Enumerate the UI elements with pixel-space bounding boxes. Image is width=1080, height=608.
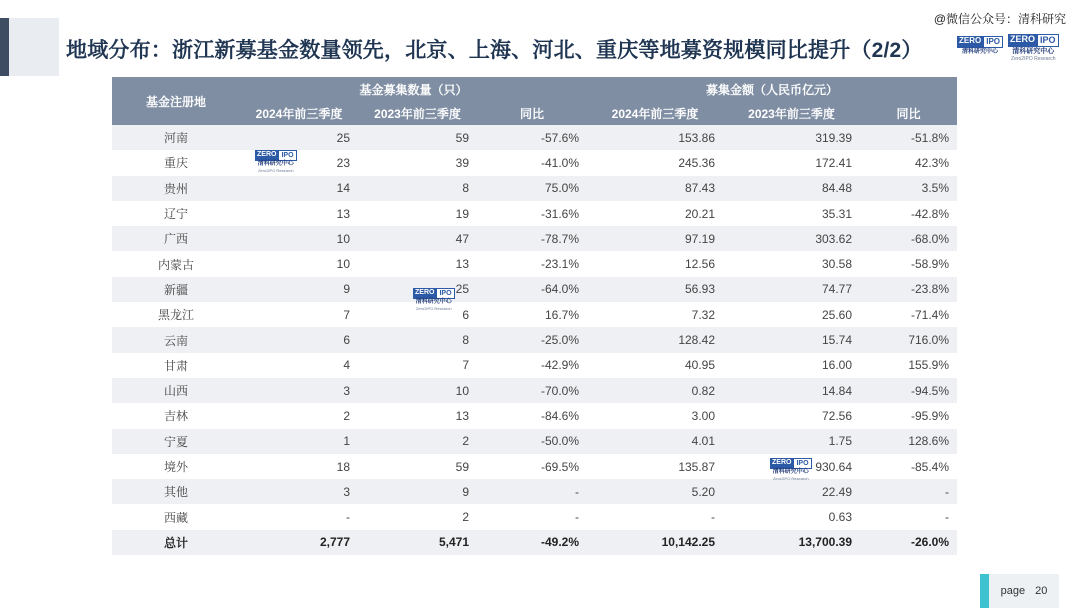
title-band (9, 18, 59, 76)
subheader-amount-yoy: 同比 (860, 101, 957, 125)
value-cell: 42.3% (860, 150, 957, 175)
table-row (112, 454, 957, 479)
value-cell: -23.8% (860, 277, 957, 302)
value-cell: 245.36 (587, 150, 723, 175)
value-cell: 25.60 (723, 302, 860, 327)
page-label: page (1000, 585, 1026, 597)
region-cell: 贵州 (112, 176, 240, 201)
table-row (112, 378, 957, 403)
value-cell: 135.87 (587, 454, 723, 479)
value-cell: 7.32 (587, 302, 723, 327)
value-cell: 16.00 (723, 353, 860, 378)
value-cell: 930.64 (723, 454, 860, 479)
value-cell: -50.0% (477, 429, 587, 454)
zero2ipo-logo: ZERO IPO 清科研究中心 Zero2IPO Research (1008, 34, 1059, 62)
value-cell: - (477, 504, 587, 529)
table-row (112, 251, 957, 276)
value-cell: 23 (240, 150, 358, 175)
value-cell: 16.7% (477, 302, 587, 327)
value-cell: - (587, 504, 723, 529)
value-cell: 319.39 (723, 125, 860, 150)
zero2ipo-logo-secondary: ZERO IPO 清科研究中心 (957, 36, 1003, 56)
value-cell: -31.6% (477, 201, 587, 226)
value-cell: 59 (358, 454, 477, 479)
header-fund-count: 基金募集数量（只） (240, 77, 587, 101)
value-cell: -42.9% (477, 353, 587, 378)
region-cell: 辽宁 (112, 201, 240, 226)
table-row (112, 353, 957, 378)
region-cell: 西藏 (112, 504, 240, 529)
value-cell: 303.62 (723, 226, 860, 251)
region-cell: 河南 (112, 125, 240, 150)
value-cell: 13 (358, 403, 477, 428)
value-cell: 5.20 (587, 479, 723, 504)
value-cell: -69.5% (477, 454, 587, 479)
value-cell: 2 (358, 429, 477, 454)
region-cell: 吉林 (112, 403, 240, 428)
value-cell: 39 (358, 150, 477, 175)
value-cell: -85.4% (860, 454, 957, 479)
region-cell: 新疆 (112, 277, 240, 302)
value-cell: 153.86 (587, 125, 723, 150)
region-cell: 重庆 (112, 150, 240, 175)
region-cell: 宁夏 (112, 429, 240, 454)
total-row (112, 530, 957, 555)
value-cell: -78.7% (477, 226, 587, 251)
value-cell: 75.0% (477, 176, 587, 201)
value-cell: 14.84 (723, 378, 860, 403)
value-cell: 72.56 (723, 403, 860, 428)
value-cell: 25 (240, 125, 358, 150)
table-row (112, 226, 957, 251)
value-cell: 3 (240, 479, 358, 504)
value-cell: - (477, 479, 587, 504)
value-cell: - (240, 504, 358, 529)
value-cell: -58.9% (860, 251, 957, 276)
region-cell: 境外 (112, 454, 240, 479)
value-cell: 4 (240, 353, 358, 378)
title-accent-bar (0, 18, 9, 76)
value-cell: 0.82 (587, 378, 723, 403)
value-cell: -64.0% (477, 277, 587, 302)
value-cell: 2 (358, 504, 477, 529)
value-cell: -84.6% (477, 403, 587, 428)
total-label: 总计 (112, 530, 240, 555)
header-fund-amount: 募集金额（人民币亿元） (587, 77, 957, 101)
value-cell: -94.5% (860, 378, 957, 403)
value-cell: 3.00 (587, 403, 723, 428)
table-row (112, 125, 957, 150)
value-cell: 0.63 (723, 504, 860, 529)
value-cell: - (860, 504, 957, 529)
value-cell: 14 (240, 176, 358, 201)
value-cell: -25.0% (477, 327, 587, 352)
value-cell: 3 (240, 378, 358, 403)
fund-region-table (112, 77, 957, 555)
table-row (112, 277, 957, 302)
total-value: -49.2% (477, 530, 587, 555)
value-cell: -95.9% (860, 403, 957, 428)
value-cell: 716.0% (860, 327, 957, 352)
value-cell: 1.75 (723, 429, 860, 454)
value-cell: 4.01 (587, 429, 723, 454)
value-cell: - (860, 479, 957, 504)
value-cell: -71.4% (860, 302, 957, 327)
value-cell: 6 (358, 302, 477, 327)
value-cell: 2 (240, 403, 358, 428)
value-cell: 7 (358, 353, 477, 378)
total-value: 2,777 (240, 530, 358, 555)
table-row (112, 150, 957, 175)
value-cell: 22.49 (723, 479, 860, 504)
table-row (112, 504, 957, 529)
value-cell: 40.95 (587, 353, 723, 378)
value-cell: 10 (358, 378, 477, 403)
value-cell: 13 (358, 251, 477, 276)
value-cell: 47 (358, 226, 477, 251)
value-cell: 18 (240, 454, 358, 479)
value-cell: 97.19 (587, 226, 723, 251)
value-cell: 84.48 (723, 176, 860, 201)
region-cell: 山西 (112, 378, 240, 403)
region-cell: 甘肃 (112, 353, 240, 378)
subheader-count-2023: 2023年前三季度 (358, 101, 477, 125)
watermark-logo: ZERO IPO 清科研究中心 Zero2IPO Research (413, 288, 455, 311)
table-row (112, 327, 957, 352)
page-accent-bar (980, 574, 989, 608)
value-cell: -68.0% (860, 226, 957, 251)
total-value: 13,700.39 (723, 530, 860, 555)
value-cell: 15.74 (723, 327, 860, 352)
table-row (112, 403, 957, 428)
value-cell: 155.9% (860, 353, 957, 378)
total-value: -26.0% (860, 530, 957, 555)
value-cell: -70.0% (477, 378, 587, 403)
value-cell: -23.1% (477, 251, 587, 276)
total-value: 10,142.25 (587, 530, 723, 555)
total-value: 5,471 (358, 530, 477, 555)
value-cell: 128.42 (587, 327, 723, 352)
table-row (112, 201, 957, 226)
subheader-count-yoy: 同比 (477, 101, 587, 125)
wechat-watermark: @微信公众号：清科研究 (933, 12, 1066, 26)
value-cell: -51.8% (860, 125, 957, 150)
value-cell: 30.58 (723, 251, 860, 276)
value-cell: 13 (240, 201, 358, 226)
value-cell: 8 (358, 327, 477, 352)
value-cell: 10 (240, 226, 358, 251)
value-cell: 56.93 (587, 277, 723, 302)
table-row (112, 479, 957, 504)
value-cell: 7 (240, 302, 358, 327)
value-cell: 59 (358, 125, 477, 150)
value-cell: 10 (240, 251, 358, 276)
value-cell: 20.21 (587, 201, 723, 226)
value-cell: 3.5% (860, 176, 957, 201)
value-cell: 87.43 (587, 176, 723, 201)
value-cell: 9 (240, 277, 358, 302)
region-cell: 其他 (112, 479, 240, 504)
subheader-amount-2024: 2024年前三季度 (587, 101, 723, 125)
table-row (112, 176, 957, 201)
value-cell: 8 (358, 176, 477, 201)
value-cell: 35.31 (723, 201, 860, 226)
value-cell: -41.0% (477, 150, 587, 175)
table-row (112, 302, 957, 327)
value-cell: 9 (358, 479, 477, 504)
region-cell: 内蒙古 (112, 251, 240, 276)
table-row (112, 429, 957, 454)
value-cell: 128.6% (860, 429, 957, 454)
value-cell: 6 (240, 327, 358, 352)
region-cell: 云南 (112, 327, 240, 352)
region-cell: 黑龙江 (112, 302, 240, 327)
value-cell: 25 (358, 277, 477, 302)
value-cell: 1 (240, 429, 358, 454)
region-cell: 广西 (112, 226, 240, 251)
watermark-logo: ZERO IPO 清科研究中心 Zero2IPO Research (255, 150, 297, 173)
page-number: 20 (1035, 585, 1048, 597)
page-indicator (989, 574, 1059, 608)
watermark-logo: ZERO IPO 清科研究中心 Zero2IPO Research (770, 458, 812, 481)
subheader-count-2024: 2024年前三季度 (240, 101, 358, 125)
page-title: 地域分布：浙江新募基金数量领先，北京、上海、河北、重庆等地募资规模同比提升（2/2） (66, 39, 923, 62)
value-cell: 19 (358, 201, 477, 226)
value-cell: 74.77 (723, 277, 860, 302)
value-cell: -57.6% (477, 125, 587, 150)
subheader-amount-2023: 2023年前三季度 (723, 101, 860, 125)
value-cell: 12.56 (587, 251, 723, 276)
header-region: 基金注册地 (112, 77, 240, 125)
value-cell: 172.41 (723, 150, 860, 175)
value-cell: -42.8% (860, 201, 957, 226)
